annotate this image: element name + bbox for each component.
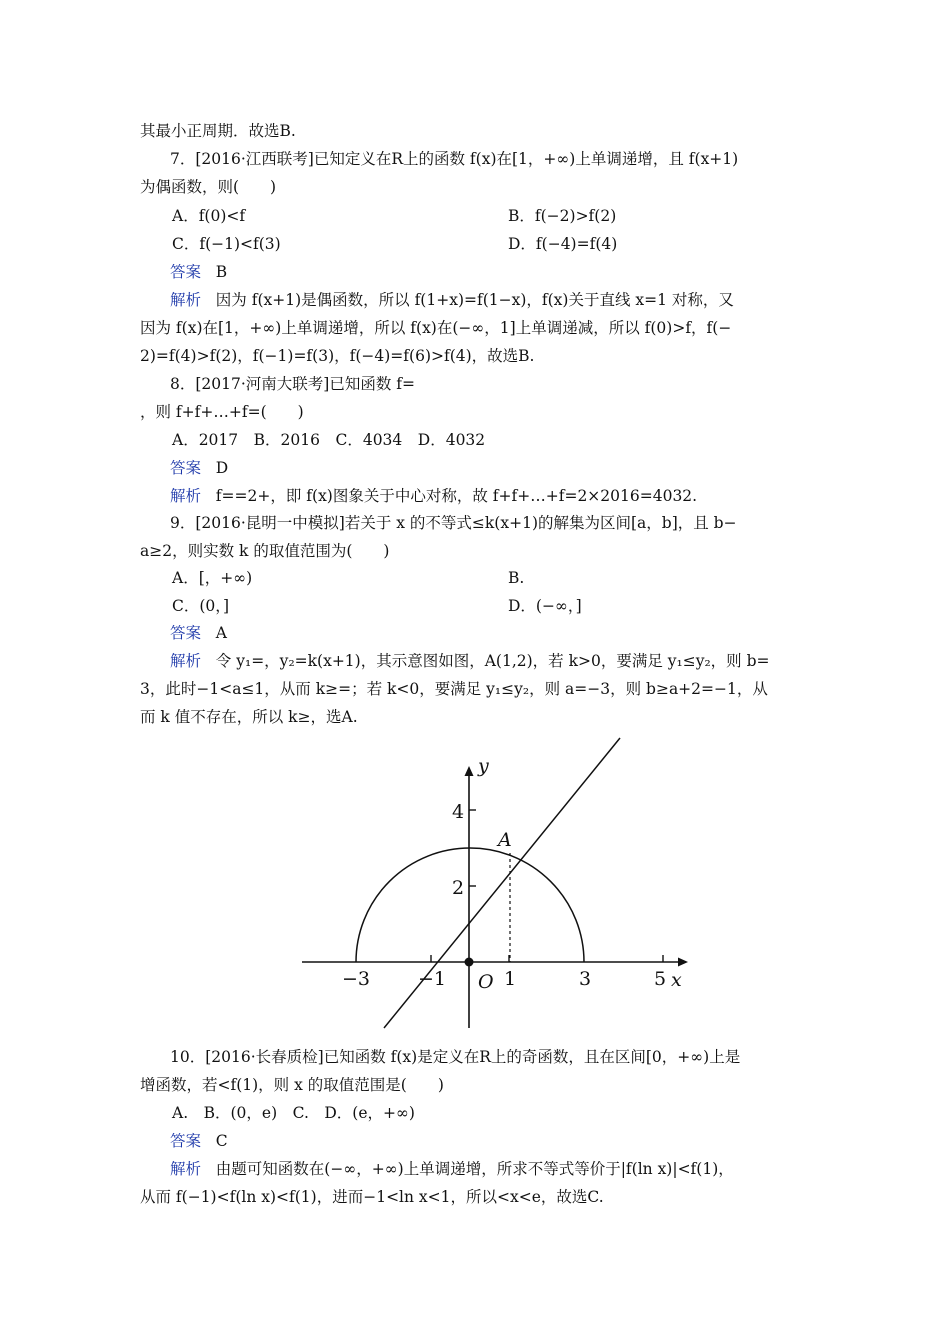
solution-label: 解析	[170, 291, 202, 309]
q8-options: A．2017 B．2016 C．4034 D．4032	[172, 431, 486, 449]
question-8-stem: 8．[2017·河南大联考]已知函数 f=	[170, 375, 415, 393]
question-10-stem: 10．[2016·长春质检]已知函数 f(x)是定义在R上的奇函数，且在区间[0，+∞)上是	[170, 1048, 741, 1066]
answer-label: 答案	[170, 1132, 202, 1150]
question-10-stem-cont: 增函数，若<f(1)，则 x 的取值范围是( )	[140, 1076, 444, 1094]
q9-option-c: C．(0，]	[172, 597, 230, 615]
solution-label: 解析	[170, 652, 202, 670]
q9-option-b: B.	[508, 569, 525, 587]
origin-point	[465, 958, 474, 967]
answer-label: 答案	[170, 459, 202, 477]
solution-text: 因为 f(x+1)是偶函数，所以 f(1+x)=f(1−x)，f(x)关于直线 x=1 对称，又	[215, 291, 734, 309]
graph-svg	[288, 736, 698, 1036]
solution-text: 由题可知函数在(−∞，+∞)上单调递增，所求不等式等价于|f(ln x)|<f(1)，	[215, 1160, 734, 1178]
answer-value: D	[215, 459, 229, 477]
point-a-label: A	[498, 829, 512, 851]
answer-label: 答案	[170, 624, 202, 642]
answer-value: A	[215, 624, 227, 642]
solution-text: 令 y₁=，y₂=k(x+1)，其示意图如图，A(1,2)，若 k>0，要满足 y₁≤y₂，则 b=	[215, 652, 770, 670]
x-axis-arrow-icon	[678, 958, 688, 967]
question-9-stem: 9．[2016·昆明一中模拟]若关于 x 的不等式≤k(x+1)的解集为区间[a，b]，且 b−	[170, 514, 737, 532]
q10-solution-2: 从而 f(−1)<f(ln x)<f(1)，进而−1<ln x<1，所以<x<e，故选C.	[140, 1188, 604, 1206]
q9-solution-2: 3，此时−1<a≤1，从而 k≥=；若 k<0，要满足 y₁≤y₂，则 a=−3，则 b≥a+2=−1，从	[140, 680, 768, 698]
q7-answer	[170, 261, 227, 283]
q10-solution-1	[170, 1158, 734, 1180]
question-7-stem-cont: 为偶函数，则( )	[140, 178, 277, 196]
q7-solution-1	[170, 289, 734, 311]
y-axis-arrow-icon	[465, 766, 474, 776]
x-tick-label-5: 5	[654, 968, 667, 990]
x-axis-label: x	[671, 969, 682, 991]
x-tick-label-1: 1	[504, 968, 517, 990]
q7-option-d: D．f(−4)=f(4)	[508, 235, 618, 253]
q7-option-b: B．f(−2)>f(2)	[508, 207, 617, 225]
x-tick-label--1: −1	[418, 968, 447, 990]
function-graph-figure	[288, 736, 698, 1036]
q8-solution	[170, 485, 697, 507]
q9-solution-1	[170, 650, 770, 672]
answer-value: C	[215, 1132, 228, 1150]
solution-text: f==2+，即 f(x)图象关于中心对称，故 f+f+…+f=2×2016=4032.	[215, 487, 698, 505]
question-8-stem-cont: ，则 f+f+…+f=( )	[140, 403, 304, 421]
q10-options: A. B．(0，e) C. D．(e，+∞)	[172, 1104, 415, 1122]
q9-solution-3: 而 k 值不存在，所以 k≥，选A.	[140, 708, 358, 726]
q9-option-a: A．[，+∞)	[172, 569, 253, 587]
q8-answer	[170, 457, 228, 479]
answer-label: 答案	[170, 263, 202, 281]
solution-label: 解析	[170, 487, 202, 505]
q9-answer	[170, 622, 227, 644]
question-7-stem: 7．[2016·江西联考]已知定义在R上的函数 f(x)在[1，+∞)上单调递增，且 f(x+1)	[170, 150, 739, 168]
answer-value: B	[215, 263, 228, 281]
text-line: 其最小正周期．故选B.	[140, 122, 296, 140]
q9-option-d: D．(−∞，]	[508, 597, 582, 615]
solution-label: 解析	[170, 1160, 202, 1178]
semicircle-curve	[356, 848, 584, 962]
y-axis-label: y	[478, 755, 489, 777]
y-tick-label-2: 2	[452, 877, 465, 899]
x-tick-label--3: −3	[342, 968, 371, 990]
q10-answer	[170, 1130, 228, 1152]
question-9-stem-cont: a≥2，则实数 k 的取值范围为( )	[140, 542, 390, 560]
x-tick-label-3: 3	[579, 968, 592, 990]
q7-solution-2: 因为 f(x)在[1，+∞)上单调递增，所以 f(x)在(−∞，1]上单调递减，所以 f(0)>f，f(−	[140, 319, 732, 337]
q7-option-a: A．f(0)<f	[172, 207, 246, 225]
origin-label: O	[478, 971, 494, 993]
q7-option-c: C．f(−1)<f(3)	[172, 235, 281, 253]
y-tick-label-4: 4	[452, 801, 465, 823]
q7-solution-3: 2)=f(4)>f(2)，f(−1)=f(3)，f(−4)=f(6)>f(4)，故选B.	[140, 347, 535, 365]
